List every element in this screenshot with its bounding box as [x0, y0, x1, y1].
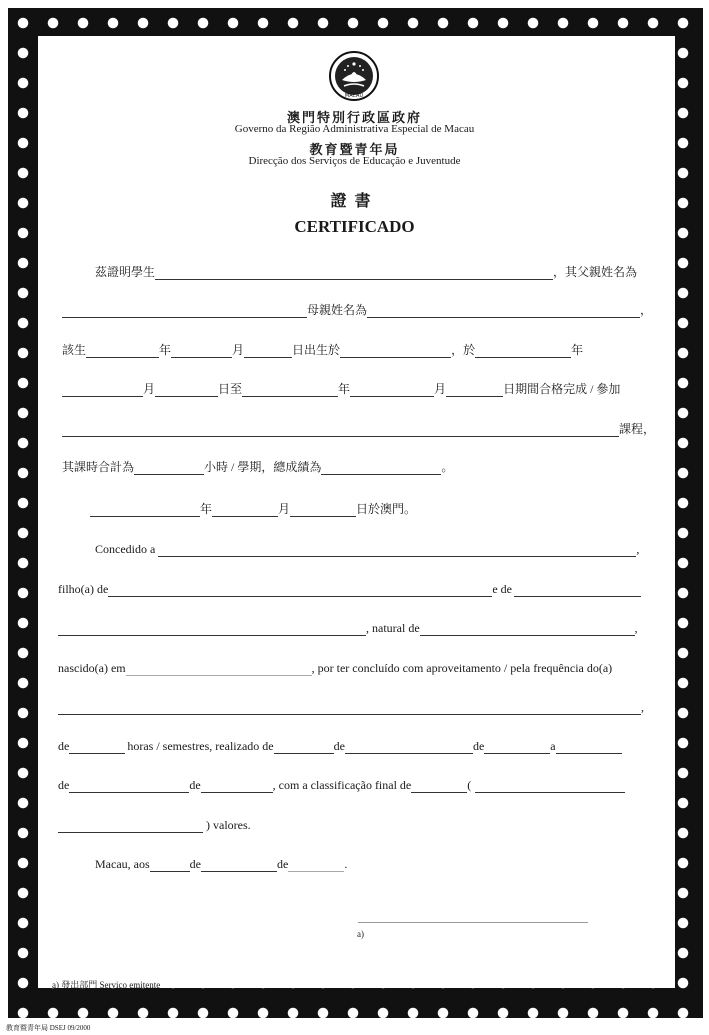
pt-mother-field[interactable]: [514, 583, 641, 597]
pt-nationality-field[interactable]: [420, 622, 635, 636]
pt-end-year-field[interactable]: [201, 779, 273, 793]
start-month-field[interactable]: [62, 383, 143, 397]
pt-start-day-field[interactable]: [274, 740, 334, 754]
cn-line-6: 其課時合計為 小時 / 學期，總成績為 。: [62, 460, 454, 474]
mother-name-field[interactable]: [367, 304, 640, 318]
government-name-cn: 澳門特別行政區政府: [286, 110, 422, 125]
issue-month-field[interactable]: [212, 503, 278, 517]
pt-line-8: ) valores.: [58, 818, 251, 836]
cn-line-1: 茲證明學生 ，其父親姓名為: [95, 265, 638, 279]
cn-line-7: 年 月 日於澳門。: [90, 500, 416, 518]
pt-recipient-field[interactable]: [158, 543, 636, 557]
pt-line-7: de de , com a classificação final de (: [58, 778, 625, 796]
issue-day-field[interactable]: [290, 503, 356, 517]
signature-line[interactable]: [358, 922, 588, 923]
cn-line-5: 課程，: [62, 420, 655, 438]
pt-line-1: Concedido a ,: [95, 542, 640, 556]
pt-line-9: Macau, aos de de .: [95, 857, 348, 871]
pt-grade-continued-field[interactable]: [58, 819, 203, 833]
pt-birthplace-field[interactable]: [126, 662, 312, 676]
form-code: 教育暨青年局 DSEJ 09/2000: [6, 1024, 91, 1032]
pt-line-5: ,: [58, 700, 644, 718]
certificate-title-pt: CERTIFICADO: [294, 217, 415, 236]
pt-end-month-field[interactable]: [69, 779, 189, 793]
pt-line-2: filho(a) de e de: [58, 582, 641, 600]
birth-year-field[interactable]: [86, 344, 159, 358]
total-hours-field[interactable]: [134, 461, 204, 475]
certificate-title-cn: 證書: [330, 193, 379, 210]
department-name-cn: 教育暨青年局: [309, 142, 400, 157]
birthplace-field[interactable]: [340, 344, 451, 358]
pt-name-continued-field[interactable]: [58, 622, 366, 636]
total-grade-field[interactable]: [321, 461, 441, 475]
birth-month-field[interactable]: [171, 344, 232, 358]
pt-line-4: nascido(a) em , por ter concluído com aproveitamento / pela frequência do(a): [58, 661, 613, 675]
department-name-pt: Direcção dos Serviços de Educação e Juventude: [248, 155, 461, 167]
father-name-field[interactable]: [62, 304, 307, 318]
end-month-field[interactable]: [350, 383, 434, 397]
pt-father-field[interactable]: [108, 583, 492, 597]
pt-end-day-field[interactable]: [556, 740, 622, 754]
footnote: a) 發出部門 Serviço emitente: [52, 980, 161, 990]
signature-note: a): [357, 929, 364, 939]
pt-course-field[interactable]: [58, 701, 641, 715]
cn-line-4: 月 日至 年 月 日期間合格完成 / 參加: [62, 380, 620, 398]
pt-start-year-field[interactable]: [484, 740, 550, 754]
pt-line-6: de horas / semestres, realizado de de de a: [58, 739, 622, 757]
pt-final-grade-field[interactable]: [411, 779, 467, 793]
birth-day-field[interactable]: [244, 344, 292, 358]
macau-emblem-icon: [328, 50, 380, 102]
pt-hours-field[interactable]: [69, 740, 125, 754]
end-day-field[interactable]: [446, 383, 503, 397]
cn-line-3: 該生 年 月 日出生於 ，於 年: [62, 343, 584, 357]
pt-start-month-field[interactable]: [345, 740, 473, 754]
pt-grade-words-field[interactable]: [475, 779, 625, 793]
course-name-field[interactable]: [62, 423, 619, 437]
cn-line-2: 母親姓名為 ，: [62, 301, 652, 319]
student-name-field[interactable]: [155, 266, 553, 280]
pt-issue-day-field[interactable]: [150, 858, 190, 872]
pt-line-3: , natural de ,: [58, 621, 638, 639]
pt-issue-month-field[interactable]: [201, 858, 277, 872]
government-name-pt: Governo da Região Administrativa Especial de Macau: [234, 123, 475, 135]
issue-year-field[interactable]: [90, 503, 200, 517]
end-year-field[interactable]: [242, 383, 338, 397]
start-year-field[interactable]: [475, 344, 571, 358]
pt-issue-year-field[interactable]: [288, 858, 344, 872]
emblem-caption: MACAU: [344, 93, 364, 99]
start-day-field[interactable]: [155, 383, 218, 397]
